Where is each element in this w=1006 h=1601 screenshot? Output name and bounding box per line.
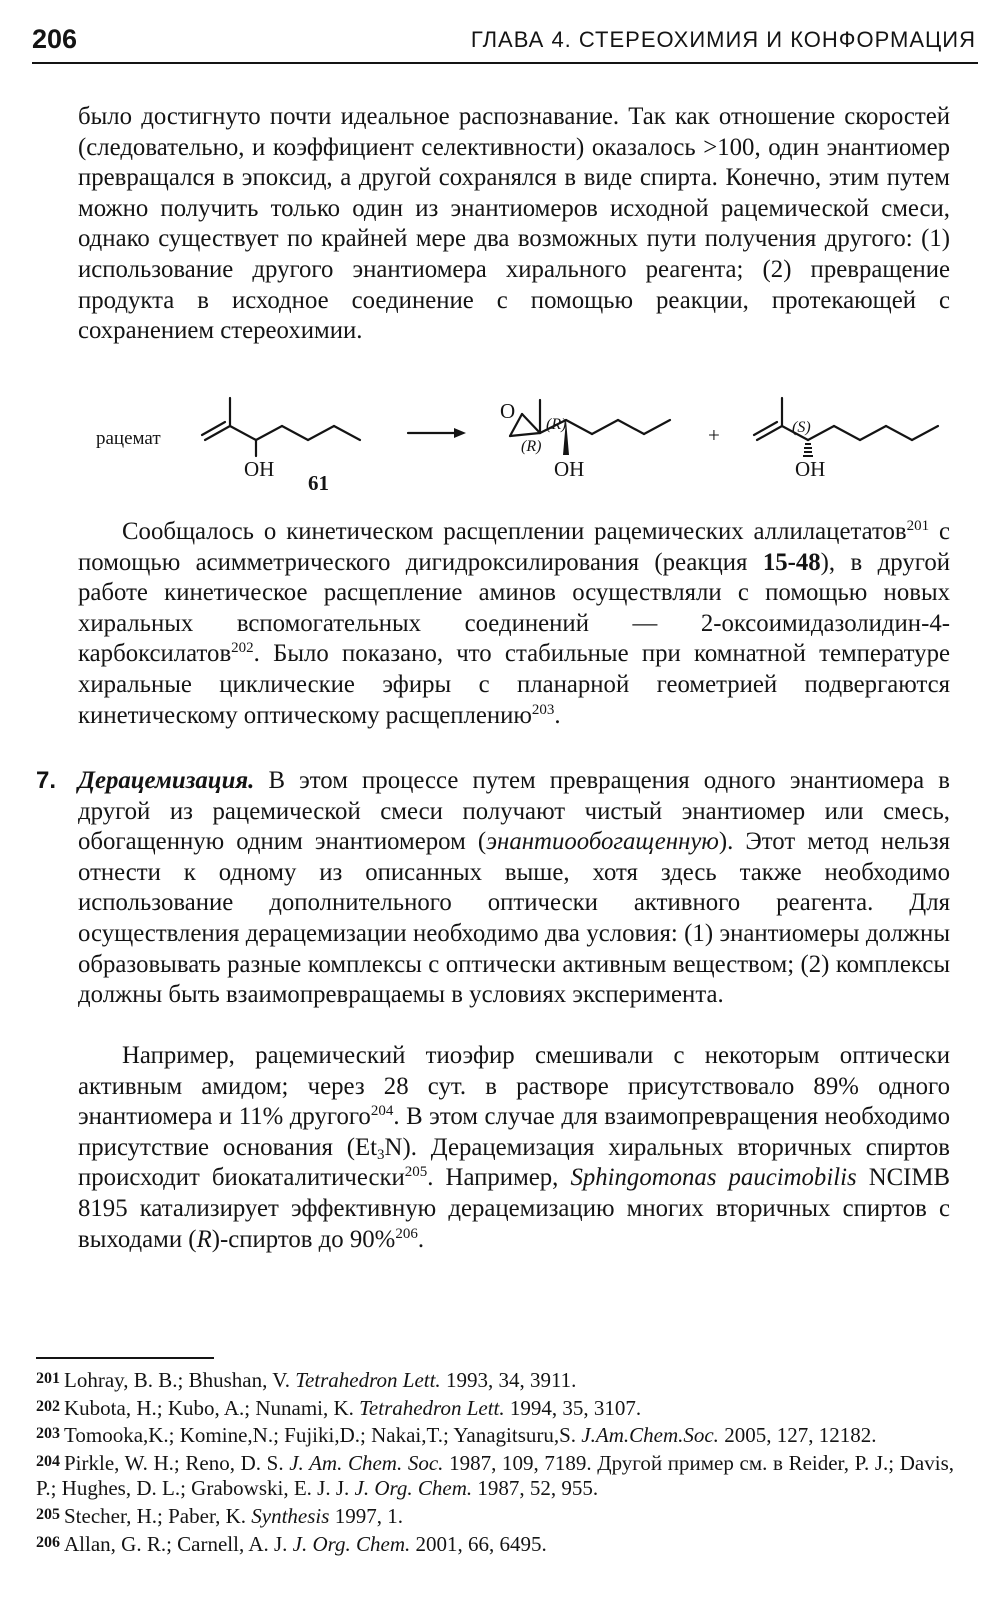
bond (808, 426, 834, 440)
bond (834, 426, 860, 440)
hydroxyl-label: OH (244, 457, 275, 481)
arrow-head (454, 428, 466, 438)
italic-term: энантиообогащенную (486, 828, 719, 856)
bond (230, 426, 256, 440)
reference-mark: 206 (395, 1225, 418, 1242)
racemate-label: рацемат (96, 428, 161, 449)
chapter-title: ГЛАВА 4. СТЕРЕОХИМИЯ И КОНФОРМАЦИЯ (470, 27, 976, 52)
reference-mark: 205 (404, 1164, 428, 1181)
bond (757, 426, 782, 440)
item-title: Дерацемизация. (78, 767, 255, 794)
bond (205, 426, 230, 440)
reference-mark: 204 (370, 1103, 394, 1120)
reaction-number: 15-48 (762, 548, 821, 576)
list-item-number: 7. (36, 767, 57, 794)
footnotes (36, 1366, 954, 1557)
paragraph-2: Сообщалось о кинетическом расщеплении рацемических аллилацетатов$^{201}$ с помощью асимметрического дигидроксилирования (реакция 15-48), в другой работе кинетическое расщепление аминов осуществляли с помощью новых хиральных вспомогательных соединений — 2-оксоимидазолидин-4-карбоксилатов$^{202}$. Было показано, что стабильные при комнатной температуре хиральные циклические эфиры с планарной геометрией подвергаются кинетическому оптическому расщеплению$^{203}$. (78, 518, 950, 729)
footnote-rule (36, 1357, 214, 1359)
bond (912, 426, 938, 440)
compound-number: 61 (308, 471, 329, 495)
header-rule (32, 62, 978, 64)
bond (754, 422, 777, 435)
hydroxyl-label: OH (554, 457, 585, 481)
footnote: 202 Kubota, H.; Kubo, A.; Nunami, K. Tetrahedron Lett. 1994, 35, 3107. (36, 1395, 642, 1420)
bond (334, 426, 360, 440)
list-item-7: 7. Дерацемизация. В этом процессе путем превращения одного энантиомера в другой из рацемической смеси получают чистый энантиомер или смесь, обогащенную одним энантиомером (энантиообогащенную). Этот метод нельзя отнести к одному из описанных выше, хотя здесь также необходимо использование дополнительного оптически активного реагента. Для осуществления дерацемизации необходимо два условия: (1) энантиомеры должны образовывать разные комплексы с оптически активным веществом; (2) комплексы должны быть взаимопревращаемы в условиях эксперимента. (36, 767, 951, 1009)
footnote: 205 Stecher, H.; Paber, K. Synthesis 1997, 1. (36, 1503, 403, 1528)
footnote: 206 Allan, G. R.; Carnell, A. J. J. Org. Chem. 2001, 66, 6495. (36, 1531, 547, 1556)
bond (644, 420, 670, 434)
hashed-bond (803, 444, 813, 456)
bond (308, 426, 334, 440)
stereo-label-r: (R) (521, 438, 542, 455)
reference-mark: 201 (906, 518, 930, 534)
paragraph-1: было достигнуто почти идеальное распознавание. Так как отношение скоростей (следовательно, и коэффициент селективности) оказалось >100, один энантиомер превращался в эпоксид, а другой сохранялся в виде спирта. Конечно, этим путем можно получить только один из энантиомеров исходной рацемической смеси, однако существует по крайней мере два возможных пути получения другого: (1) использование другого энантиомера хирального реагента; (2) превращение продукта в исходное соединение с помощью реакции, протекающей с сохранением стереохимии. (78, 103, 950, 345)
reference-mark: 202 (231, 640, 254, 657)
bond (886, 426, 912, 440)
bond (256, 426, 282, 440)
reaction-scheme (70, 378, 960, 518)
plus-sign: + (708, 423, 720, 447)
footnote: 201 Lohray, B. B.; Bhushan, V. Tetrahedron Lett. 1993, 34, 3911. (36, 1368, 577, 1392)
bond (618, 420, 644, 434)
bond (282, 426, 308, 440)
bond (510, 433, 540, 436)
running-header (32, 24, 976, 60)
footnote: 204 Pirkle, W. H.; Reno, D. S. J. Am. Chem. Soc. 1987, 109, 7189. Другой пример см. в Reider, P. J.; Davis, P.; Hughes, D. L.; Grabowski, E. J. J. J. Org. Chem. 1987, 52, 955. (36, 1450, 954, 1501)
bond (860, 426, 886, 440)
stereo-label-s: (S) (792, 419, 811, 436)
bond (522, 414, 540, 433)
stereo-label-r: (R) (546, 416, 567, 433)
bond (202, 422, 225, 435)
bond (566, 420, 592, 434)
organism-name: Sphingomonas paucimobilis (570, 1164, 857, 1192)
page-number: 206 (32, 24, 78, 54)
footnote: 203 Tomooka,K.; Komine,N.; Fujiki,D.; Nakai,T.; Yanagitsuru,S. J.Am.Chem.Soc. 2005, 127, 12182. (36, 1423, 877, 1448)
paragraph-4: Например, рацемический тиоэфир смешивали с некоторым оптически активным амидом; через 28 сут. в растворе присутствовало 89% одного энантиомера и 11% другого$^{204}$. В этом случае для взаимопревращения необходимо присутствие основания $(Et_3N)$. Дерацемизация хиральных вторичных спиртов происходит биокаталитически$^{205}$. Например, Sphingomonas paucimobilis NCIMB 8195 катализирует эффективную дерацемизацию многих вторичных спиртов с выходами (R)-спиртов до 90%$^{206}$. (78, 1042, 951, 1253)
reference-mark: 203 (531, 701, 555, 718)
hydroxyl-label: OH (795, 457, 826, 481)
bond (592, 420, 618, 434)
epoxide-oxygen-label: O (500, 399, 516, 423)
